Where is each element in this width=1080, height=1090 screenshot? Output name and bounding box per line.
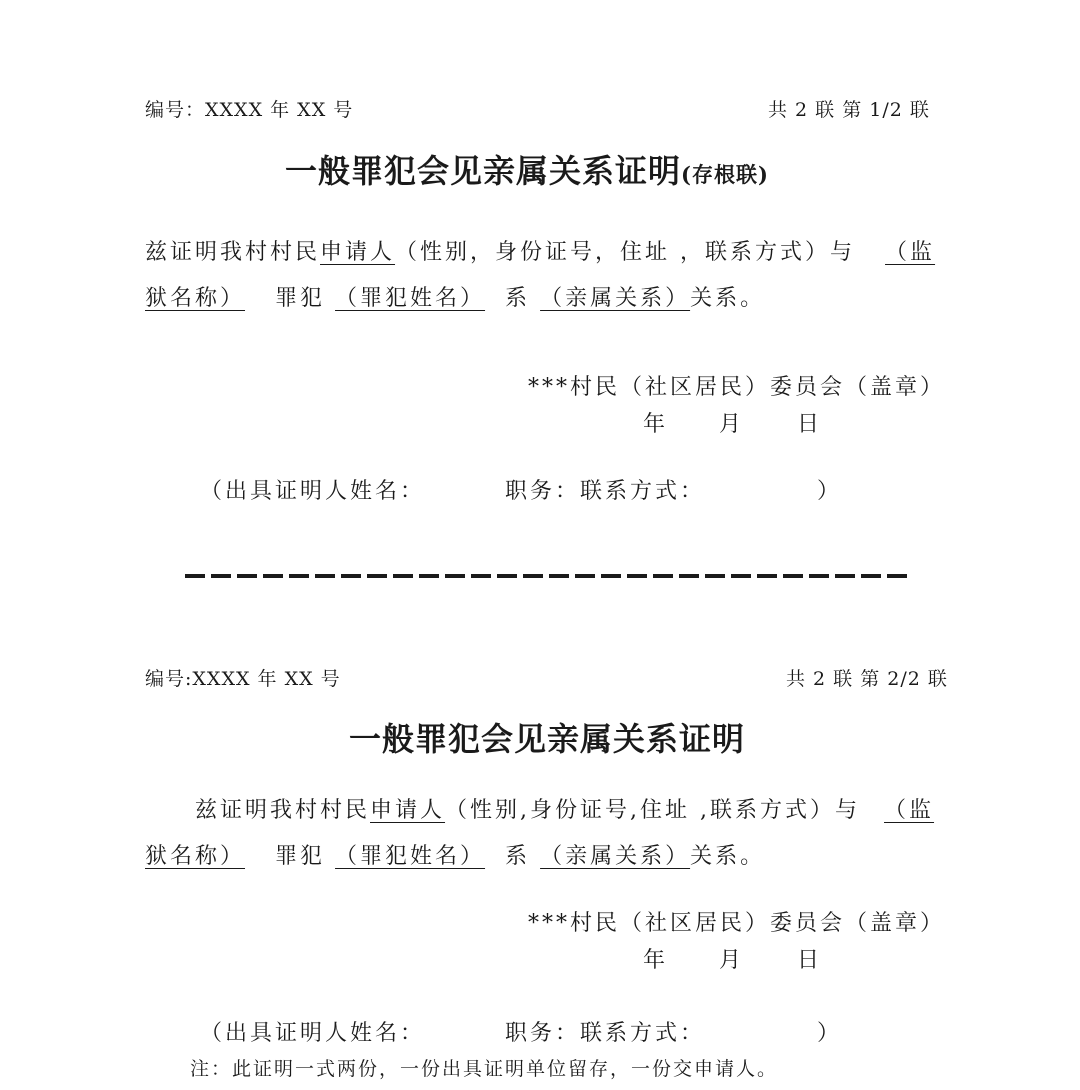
copy-body-text: 罪犯 bbox=[275, 844, 326, 869]
stub-applicant-field: 申请人 bbox=[320, 240, 396, 265]
copy-date-month: 月 bbox=[719, 948, 745, 973]
stub-body-text: 关系。 bbox=[690, 286, 766, 311]
stub-number-label: 编号：XXXX 年 XX 号 bbox=[145, 99, 354, 121]
copy-issuer bbox=[200, 1016, 842, 1047]
stub-title-text: 一般罪犯会见亲属关系证明 bbox=[285, 152, 682, 190]
stub-relation-field: （亲属关系） bbox=[540, 286, 691, 311]
stub-body-text: （性别，身份证号，住址 ，联系方式）与 bbox=[395, 240, 856, 265]
stub-issuer bbox=[200, 474, 842, 505]
stub-date-year: 年 bbox=[643, 412, 669, 437]
stub-body bbox=[145, 230, 955, 322]
stub-issuer-name-label: （出具证明人姓名： bbox=[200, 479, 426, 504]
copy-issuer-title-label: 职务：联系方式： bbox=[505, 1021, 706, 1046]
stub-title bbox=[285, 146, 769, 192]
copy-body-text: （性别,身份证号,住址 ,联系方式）与 bbox=[445, 798, 861, 823]
copy-copy-label: 共 2 联 第 2/2 联 bbox=[786, 668, 948, 690]
stub-body-text: 罪犯 bbox=[275, 286, 326, 311]
stub-date-day: 日 bbox=[797, 412, 823, 437]
stub-criminal-field: （罪犯姓名） bbox=[335, 286, 486, 311]
copy-number-label: 编号:XXXX 年 XX 号 bbox=[145, 668, 341, 690]
stub-body-text: 系 bbox=[505, 286, 531, 311]
stub-issuer-title-label: 职务：联系方式： bbox=[505, 479, 706, 504]
copy-prison-field: （监 bbox=[884, 798, 935, 823]
copy-body bbox=[145, 788, 955, 880]
copy-criminal-field: （罪犯姓名） bbox=[335, 844, 486, 869]
copy-relation-field: （亲属关系） bbox=[540, 844, 691, 869]
stub-prison-field: 狱名称） bbox=[145, 286, 246, 311]
copy-issuer-name-label: （出具证明人姓名： bbox=[200, 1021, 426, 1046]
copy-body-text: 系 bbox=[505, 844, 531, 869]
copy-issuer-close: ） bbox=[817, 1021, 843, 1046]
stub-date-month: 月 bbox=[719, 412, 745, 437]
copy-committee-seal: ***村民（社区居民）委员会（盖章） bbox=[528, 911, 946, 936]
cut-line-divider bbox=[185, 574, 910, 578]
stub-date bbox=[643, 407, 822, 438]
copy-footnote: 注：此证明一式两份，一份出具证明单位留存，一份交申请人。 bbox=[190, 1058, 779, 1080]
stub-copy-label: 共 2 联 第 1/2 联 bbox=[768, 99, 930, 121]
copy-prison-field: 狱名称） bbox=[145, 844, 246, 869]
copy-applicant-field: 申请人 bbox=[370, 798, 446, 823]
copy-date-year: 年 bbox=[643, 948, 669, 973]
copy-body-text: 关系。 bbox=[690, 844, 766, 869]
stub-committee-seal: ***村民（社区居民）委员会（盖章） bbox=[528, 375, 946, 400]
copy-date bbox=[643, 943, 822, 974]
stub-title-suffix: (存根联) bbox=[681, 162, 769, 187]
copy-date-day: 日 bbox=[797, 948, 823, 973]
stub-prison-field: （监 bbox=[885, 240, 936, 265]
copy-title: 一般罪犯会见亲属关系证明 bbox=[349, 720, 746, 758]
copy-body-text: 兹证明我村村民 bbox=[195, 798, 371, 823]
stub-body-text: 兹证明我村村民 bbox=[145, 240, 321, 265]
stub-issuer-close: ） bbox=[817, 479, 843, 504]
